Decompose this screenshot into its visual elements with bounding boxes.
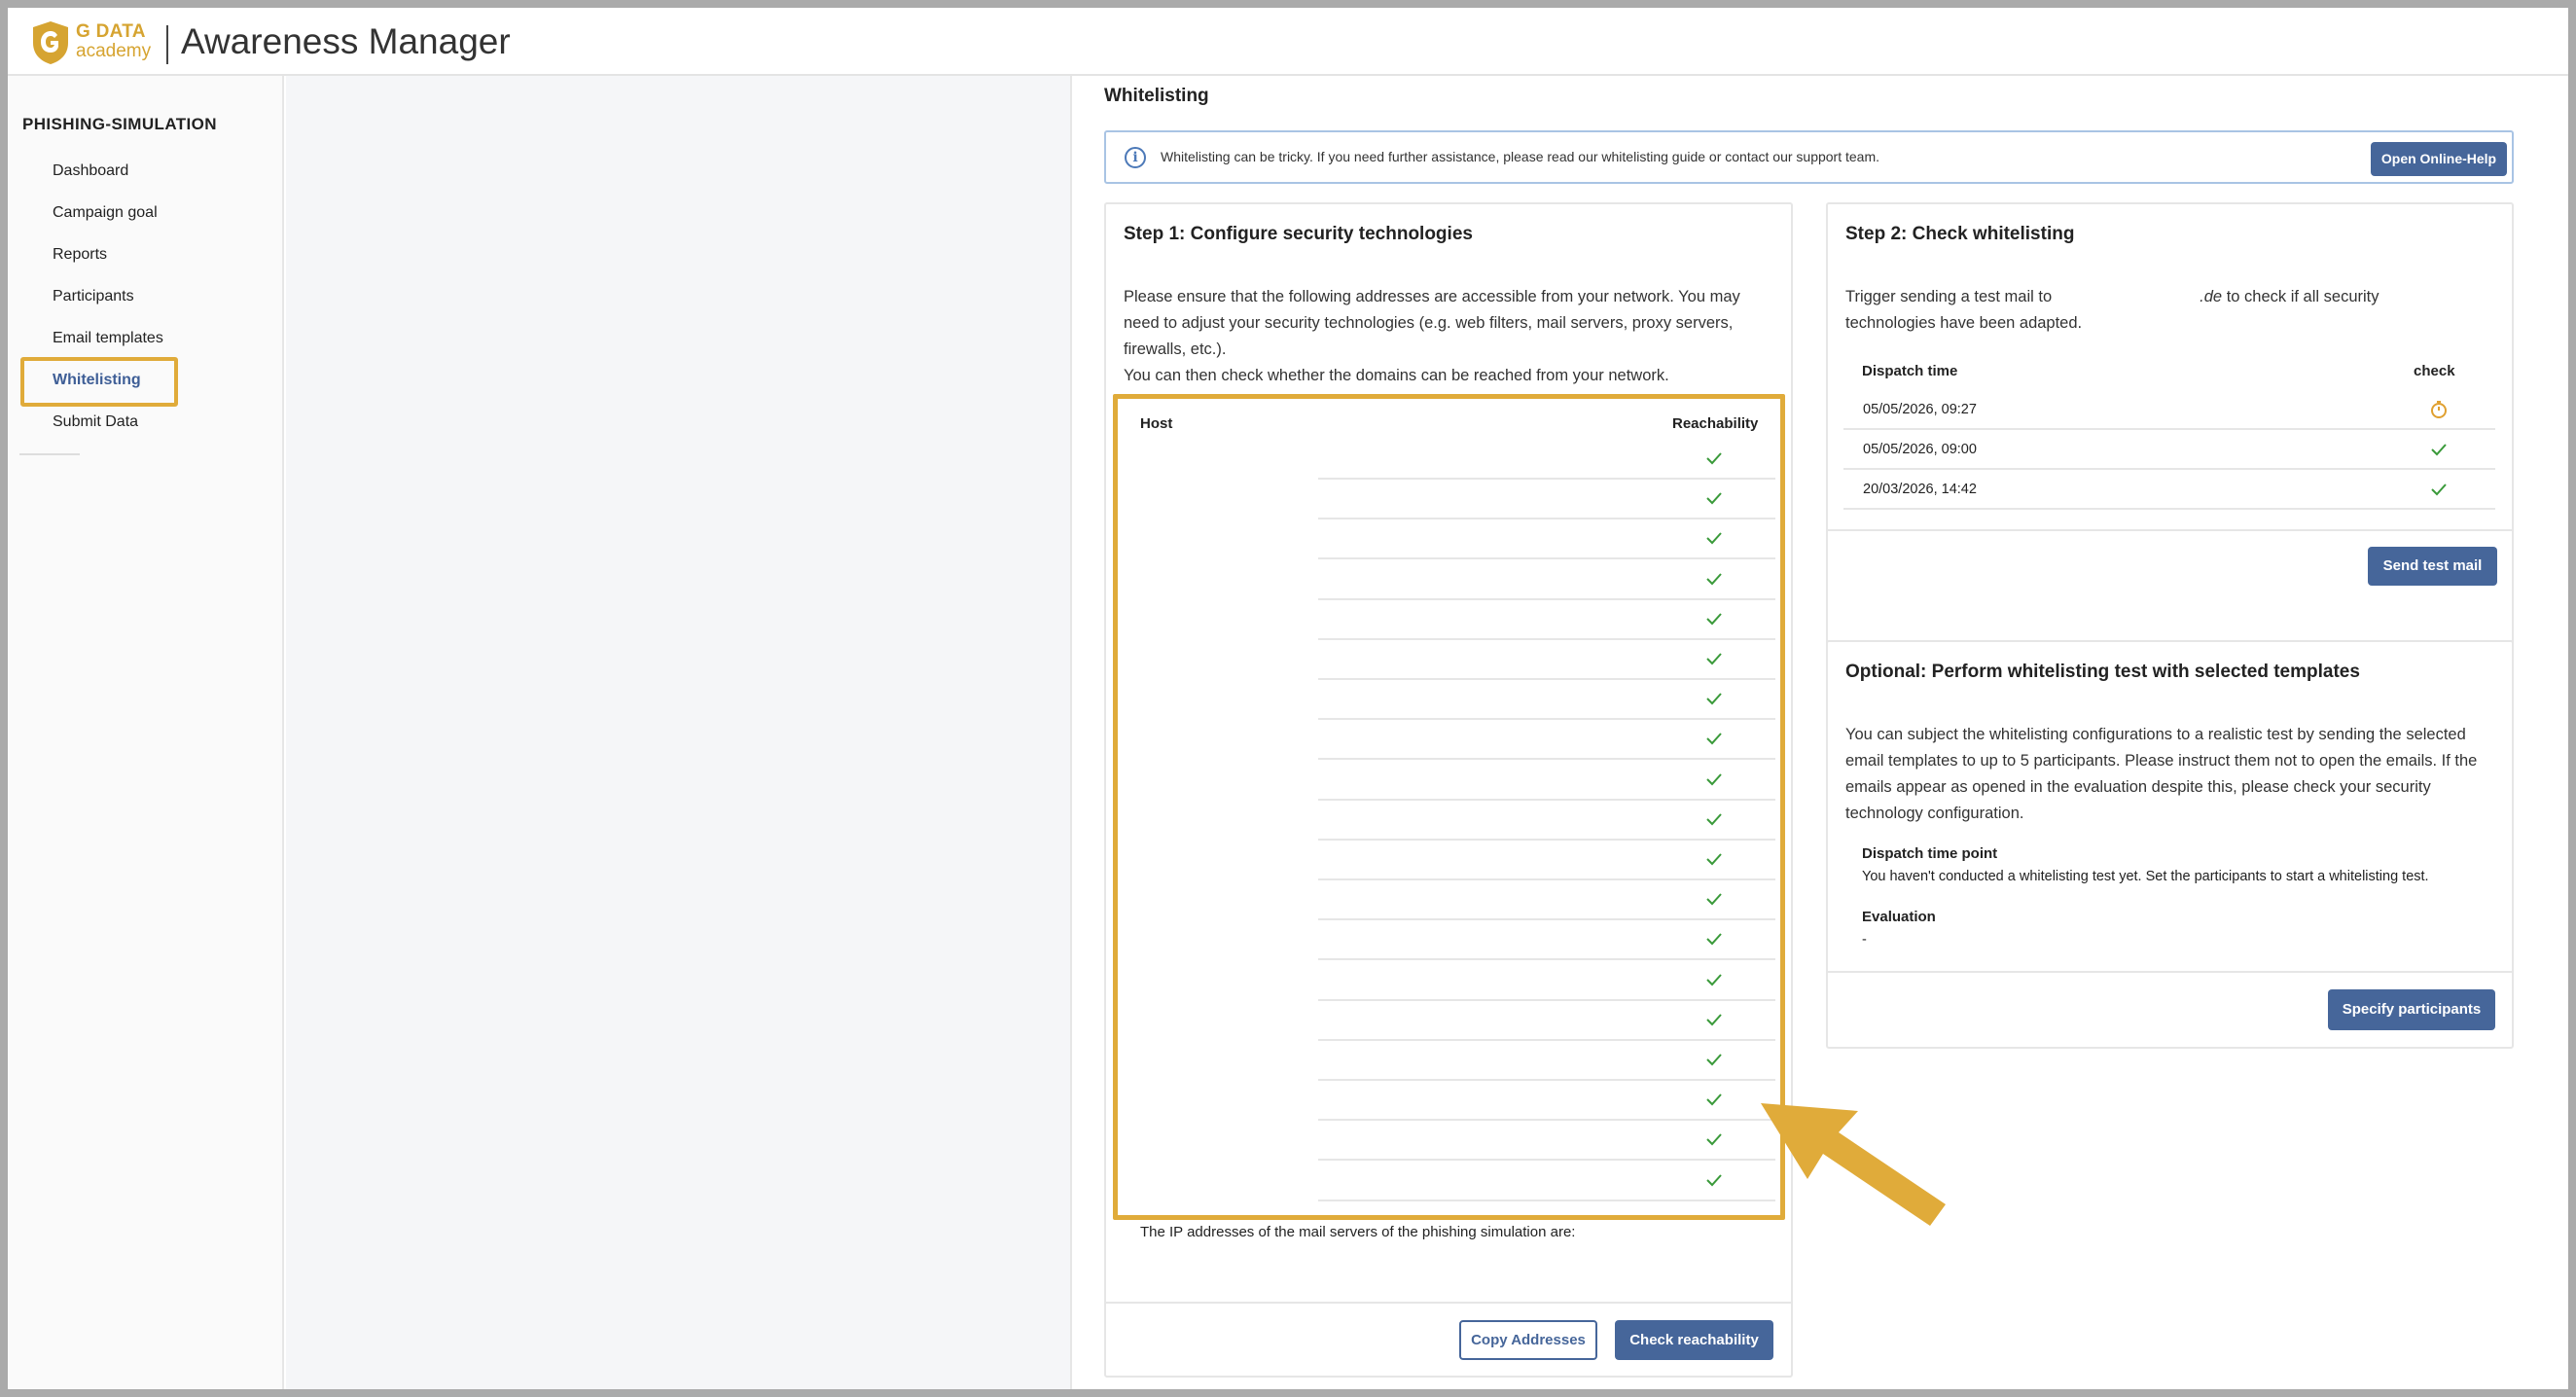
dispatch-row: [1843, 390, 2495, 430]
host-row: [1318, 440, 1775, 480]
dispatch-row: [1843, 470, 2495, 510]
info-banner: [1104, 130, 2514, 184]
info-icon: i: [1125, 147, 1146, 168]
specify-participants-button[interactable]: Specify participants: [2328, 989, 2495, 1030]
optional-text: You can subject the whitelisting configurations to a realistic test by sending the selected email templates to up to 5 participants. Please instruct them not to open the emails. If the emails appear as opened in the evaluation despite this, please check your security technology configuration.: [1845, 726, 2478, 822]
stopwatch-icon: [2427, 398, 2451, 421]
check-icon: [1704, 448, 1724, 468]
host-row: [1318, 920, 1775, 960]
optional-test-card: [1826, 640, 2514, 1049]
host-row: [1318, 1121, 1775, 1161]
host-row: [1318, 560, 1775, 600]
check-icon: [1704, 609, 1724, 628]
annotation-arrow-icon: [1751, 1090, 1965, 1226]
check-icon: [1704, 809, 1724, 829]
check-icon: [2427, 478, 2451, 501]
sidebar-item-whitelisting[interactable]: Whitelisting: [53, 372, 141, 388]
dispatch-time-point-label: Dispatch time point: [1862, 845, 1998, 862]
check-reachability-button[interactable]: Check reachability: [1615, 1320, 1773, 1360]
host-row: [1318, 480, 1775, 519]
dispatch-time-point-value: You haven't conducted a whitelisting test yet. Set the participants to start a whitelisting test.: [1862, 869, 2429, 884]
sidebar-item-participants[interactable]: Participants: [53, 288, 134, 304]
brand-name: G DATA: [76, 21, 146, 42]
step1-text-secondary: You can then check whether the domains can be reached from your network.: [1124, 367, 1669, 384]
step2-text-domain: .de: [2200, 288, 2223, 305]
sidebar-section-title: PHISHING-SIMULATION: [22, 115, 217, 133]
sidebar: [8, 76, 284, 1389]
step2-title: Step 2: Check whitelisting: [1845, 224, 2075, 244]
top-bar: [8, 8, 2568, 76]
app-title: Awareness Manager: [181, 21, 511, 61]
check-icon: [1704, 689, 1724, 708]
ip-addresses-text: The IP addresses of the mail servers of the phishing simulation are:: [1140, 1224, 1576, 1240]
host-row: [1318, 1081, 1775, 1121]
g-data-logo-icon: [29, 19, 72, 66]
col-header-check: check: [2414, 363, 2455, 379]
check-icon: [1704, 649, 1724, 668]
step2-text-d: technologies have been adapted.: [1845, 314, 2083, 332]
host-row: [1318, 519, 1775, 559]
sidebar-item-dashboard[interactable]: Dashboard: [53, 162, 129, 179]
host-row: [1318, 880, 1775, 920]
host-row: [1318, 680, 1775, 720]
col-header-dispatch-time: Dispatch time: [1862, 363, 1958, 379]
step2-text-a: Trigger sending a test mail to: [1845, 288, 2053, 305]
optional-title: Optional: Perform whitelisting test with selected templates: [1845, 662, 2360, 682]
dispatch-time-cell: 05/05/2026, 09:00: [1863, 442, 1977, 457]
host-row: [1318, 801, 1775, 841]
check-icon: [1704, 929, 1724, 949]
copy-addresses-button[interactable]: Copy Addresses: [1459, 1320, 1597, 1360]
dispatch-time-cell: 20/03/2026, 14:42: [1863, 482, 1977, 497]
brand-divider: [166, 25, 168, 64]
page-title: Whitelisting: [1104, 86, 1209, 106]
check-icon: [1704, 1050, 1724, 1069]
host-row: [1318, 720, 1775, 760]
optional-footer-divider: [1828, 971, 2512, 973]
step1-title: Step 1: Configure security technologies: [1124, 224, 1473, 244]
step2-footer-divider: [1828, 529, 2512, 531]
send-test-mail-button[interactable]: Send test mail: [2368, 547, 2497, 586]
brand-subname: academy: [76, 41, 152, 61]
evaluation-value: -: [1862, 932, 1867, 948]
step2-text: [1845, 284, 2487, 337]
host-row: [1318, 841, 1775, 880]
evaluation-label: Evaluation: [1862, 909, 1936, 925]
check-icon: [1704, 1090, 1724, 1109]
host-row: [1318, 761, 1775, 801]
host-row: [1318, 961, 1775, 1001]
check-icon: [1704, 1170, 1724, 1190]
check-icon: [1704, 729, 1724, 748]
open-online-help-button[interactable]: Open Online-Help: [2371, 142, 2507, 176]
host-row: [1318, 600, 1775, 640]
sidebar-item-campaign-goal[interactable]: Campaign goal: [53, 204, 158, 221]
step1-text-main: Please ensure that the following addresses are accessible from your network. You may need to adjust your security technologies (e.g. web filters, mail servers, proxy servers, firewalls, etc.).: [1124, 288, 1740, 358]
host-row: [1318, 1162, 1775, 1201]
step2-text-c: to check if all security: [2226, 288, 2379, 305]
sidebar-item-submit-data[interactable]: Submit Data: [53, 413, 139, 430]
sidebar-item-email-templates[interactable]: Email templates: [53, 330, 163, 346]
host-row: [1318, 640, 1775, 680]
dispatch-row: [1843, 430, 2495, 470]
check-icon: [1704, 569, 1724, 589]
col-header-reachability: Reachability: [1672, 415, 1759, 432]
check-icon: [1704, 770, 1724, 789]
host-row: [1318, 1001, 1775, 1041]
col-header-host: Host: [1140, 415, 1173, 432]
info-text: Whitelisting can be tricky. If you need further assistance, please read our whitelisting guide or contact our support team.: [1161, 149, 1880, 164]
check-icon: [2427, 438, 2451, 461]
host-row: [1318, 1041, 1775, 1081]
step1-text: [1124, 284, 1775, 389]
check-icon: [1704, 849, 1724, 869]
dispatch-time-cell: 05/05/2026, 09:27: [1863, 402, 1977, 417]
check-icon: [1704, 488, 1724, 508]
step1-footer-divider: [1106, 1302, 1791, 1304]
empty-panel: [286, 76, 1072, 1389]
check-icon: [1704, 528, 1724, 548]
sidebar-item-reports[interactable]: Reports: [53, 246, 108, 263]
check-icon: [1704, 1010, 1724, 1029]
check-icon: [1704, 970, 1724, 989]
sidebar-divider: [19, 453, 80, 455]
check-icon: [1704, 1129, 1724, 1149]
check-icon: [1704, 889, 1724, 909]
